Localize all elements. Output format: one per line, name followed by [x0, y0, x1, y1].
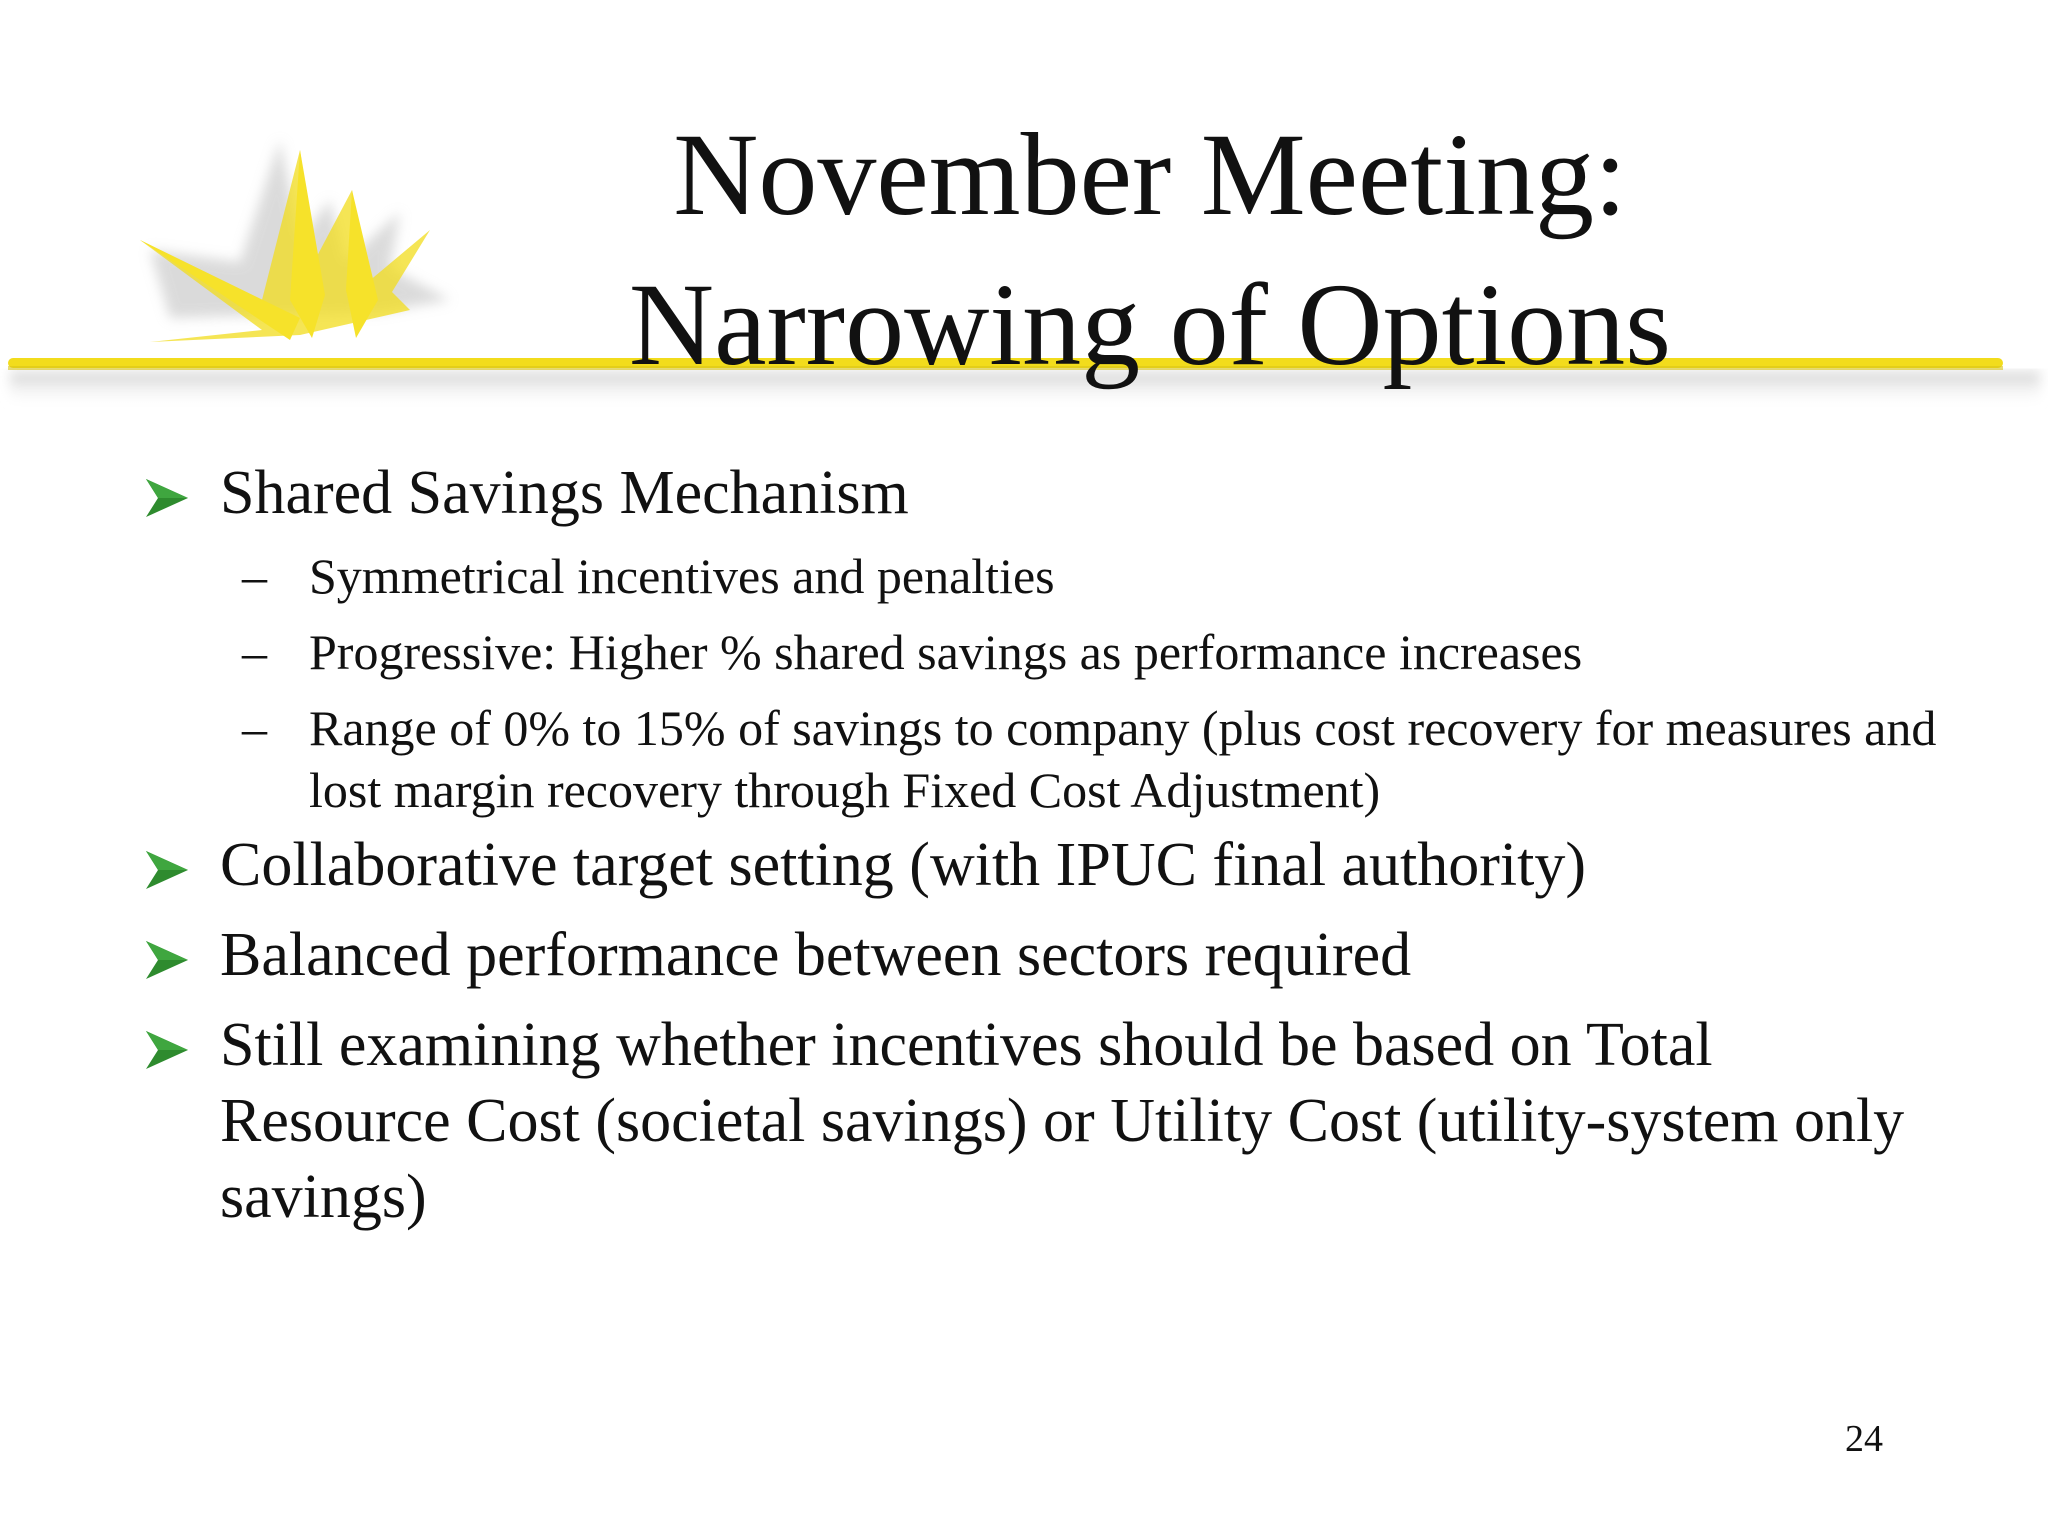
- title-line-1: November Meeting:: [673, 109, 1627, 240]
- arrowhead-bullet-icon: [144, 849, 190, 891]
- sub-bullet-text: Range of 0% to 15% of savings to company (plus cost recovery for measures and lost margin recovery through Fixed Cost Adjustment): [309, 700, 1937, 818]
- sub-bullet-item: [140, 697, 1940, 821]
- bullet-item: [140, 455, 1940, 531]
- bullet-text: Collaborative target setting (with IPUC final authority): [220, 831, 1587, 899]
- bullet-item: [140, 917, 1940, 993]
- sub-bullet-item: [140, 545, 1940, 607]
- bullet-text: Balanced performance between sectors required: [220, 921, 1412, 989]
- sub-bullet-text: Progressive: Higher % shared savings as performance increases: [309, 624, 1583, 680]
- dash-marker: –: [242, 700, 267, 756]
- slide-title: [560, 100, 1740, 400]
- arrowhead-bullet-icon: [144, 1029, 190, 1071]
- sub-bullet-text: Symmetrical incentives and penalties: [309, 548, 1055, 604]
- dash-marker: –: [242, 548, 267, 604]
- sub-bullet-list: [140, 545, 1940, 821]
- sub-bullet-item: [140, 621, 1940, 683]
- bullet-list: [140, 455, 1940, 1249]
- dash-marker: –: [242, 624, 267, 680]
- bullet-item: [140, 1007, 1940, 1235]
- arrowhead-bullet-icon: [144, 477, 190, 519]
- bullet-item: [140, 827, 1940, 903]
- page-number: 24: [1845, 1418, 1883, 1460]
- bullet-text: Still examining whether incentives should be based on Total Resource Cost (societal savings) or Utility Cost (utility-system only savings): [220, 1011, 1905, 1231]
- title-line-2: Narrowing of Options: [628, 259, 1672, 390]
- arrowhead-bullet-icon: [144, 939, 190, 981]
- bullet-text: Shared Savings Mechanism: [220, 459, 909, 527]
